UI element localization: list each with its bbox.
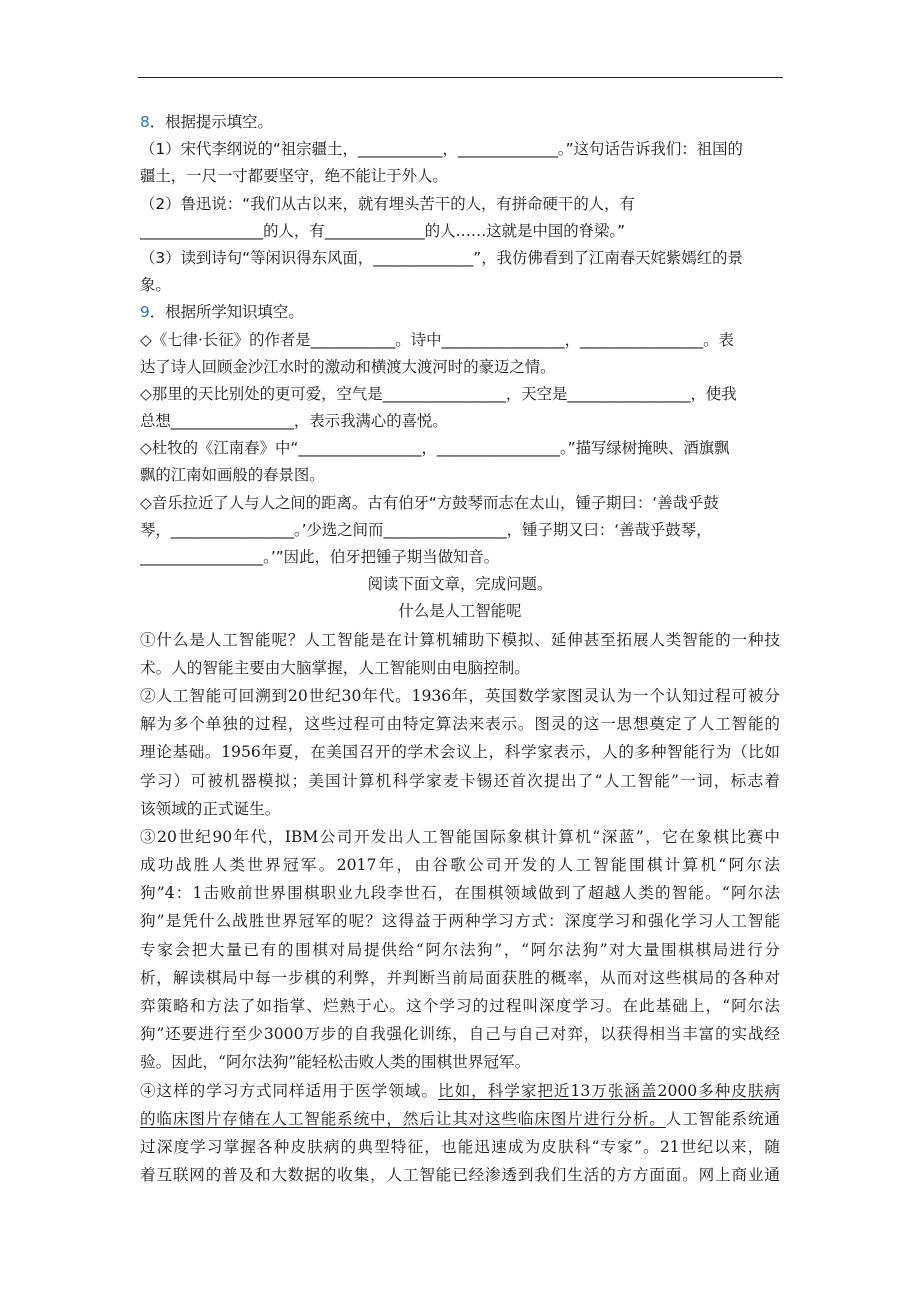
paragraph-2 bbox=[140, 682, 780, 823]
article-line: 过深度学习掌握各种皮肤病的典型特征，也能迅速成为皮肤科“专家”。21世纪以来，随 bbox=[140, 1137, 780, 1156]
header-rule bbox=[138, 77, 783, 78]
underlined-sentence: 比如，科学家把近13万张涵盖2000多种皮肤病 bbox=[438, 1081, 780, 1100]
article-line: 解为多个单独的过程，这些过程可由特定算法来表示。图灵的这一思想奠定了人工智能的 bbox=[140, 715, 780, 734]
article-line: 验。因此，“阿尔法狗”能轻松击败人类的围棋世界冠军。 bbox=[140, 1053, 531, 1072]
article-line: ②人工智能可回溯到20世纪30年代。1936年，英国数学家图灵认为一个认知过程可被分 bbox=[140, 686, 780, 705]
article-line: 成功战胜人类世界冠军。2017年，由谷歌公司开发的人工智能围棋计算机“阿尔法 bbox=[140, 856, 780, 875]
article-title: 什么是人工智能呢 bbox=[398, 602, 522, 621]
q9-line: ________________。’”因此，伯牙把锺子期当做知音。 bbox=[140, 548, 500, 566]
q9-number: 9 bbox=[140, 303, 150, 322]
article-line: ①什么是人工智能呢？人工智能是在计算机辅助下模拟、延伸甚至拓展人类智能的一种技 bbox=[140, 630, 780, 649]
paragraph-3 bbox=[140, 823, 780, 1077]
article-line: 的临床图片存储在人工智能系统中，然后让其对这些临床图片进行分析。人工智能系统通 bbox=[140, 1109, 780, 1128]
q9-line: 达了诗人回顾金沙江水时的激动和横渡大渡河时的豪迈之情。 bbox=[140, 357, 556, 376]
document-body bbox=[140, 109, 780, 1189]
underlined-sentence: 的临床图片存储在人工智能系统中，然后让其对这些临床图片进行分析。 bbox=[140, 1109, 666, 1128]
paragraph-4 bbox=[140, 1077, 780, 1190]
q9-line: 琴，________________。’少选之间而________________，锺子期又曰：‘善哉乎鼓琴， bbox=[140, 520, 712, 539]
q9-line: ◇《七律·长征》的作者是___________。诗中________________，________________。表 bbox=[140, 330, 734, 349]
article-line: 术。人的智能主要由大脑掌握，人工智能则由电脑控制。 bbox=[140, 658, 530, 677]
q8-line: （1）宋代李纲说的“祖宗疆土，___________，_____________。”这句话告诉我们：祖国的 bbox=[140, 140, 743, 159]
q8-line: （2）鲁迅说：“我们从古以来，就有埋头苦干的人，有拼命硬干的人，有 bbox=[140, 194, 635, 213]
q9-line: 总想________________，表示我满心的喜悦。 bbox=[140, 412, 448, 431]
q9-title: 9．根据所学知识填空。 bbox=[140, 303, 304, 322]
article-line: 理论基础。1956年夏，在美国召开的学术会议上，科学家表示，人的多种智能行为（比如 bbox=[140, 743, 780, 762]
q9-line: ◇那里的天比别处的更可爱，空气是________________，天空是________________，使我 bbox=[140, 384, 737, 403]
article-line: ③20世纪90年代，IBM公司开发出人工智能国际象棋计算机“深蓝”，它在象棋比赛中 bbox=[140, 827, 780, 846]
article-line: 狗”是凭什么战胜世界冠军的呢？这得益于两种学习方式：深度学习和强化学习人工智能 bbox=[140, 912, 780, 931]
article-line: 狗”还要进行至少3000万步的自我强化训练，自己与自己对弈，以获得相当丰富的实战经 bbox=[140, 1025, 780, 1044]
paragraph-1 bbox=[140, 626, 780, 682]
q8-line: （3）读到诗句“等闲识得东风面，_____________”，我仿佛看到了江南春天姹紫嫣红的景 bbox=[140, 248, 743, 267]
q8-line: 象。 bbox=[140, 276, 171, 295]
q8-line: 疆土，一尺一寸都要坚守，绝不能让于外人。 bbox=[140, 167, 448, 186]
article-line: 着互联网的普及和大数据的收集，人工智能已经渗透到我们生活的方方面面。网上商业通 bbox=[140, 1166, 780, 1185]
article-line: 析，解读棋局中每一步棋的利弊，并判断当前局面获胜的概率，从而对这些棋局的各种对 bbox=[140, 968, 780, 987]
q9-line: ◇杜牧的《江南春》中“________________，________________。”描写绿树掩映、酒旗飘 bbox=[140, 439, 730, 458]
q8-line: ________________的人，有_____________的人……这就是中国的脊梁。” bbox=[140, 221, 626, 240]
q9-line: ◇音乐拉近了人与人之间的距离。古有伯牙“方鼓琴而志在太山，锺子期曰：‘善哉乎鼓 bbox=[140, 493, 719, 512]
q8-number: 8 bbox=[140, 113, 150, 131]
article-line: 弈策略和方法了如指掌、烂熟于心。这个学习的过程叫深度学习。在此基础上，“阿尔法 bbox=[140, 997, 780, 1015]
article-line: 狗”4：1击败前世界围棋职业九段李世石，在围棋领域做到了超越人类的智能。“阿尔法 bbox=[140, 884, 780, 903]
q9-line: 飘的江南如画般的春景图。 bbox=[140, 466, 325, 485]
article-line: ④这样的学习方式同样适用于医学领域。比如，科学家把近13万张涵盖2000多种皮肤病 bbox=[140, 1081, 780, 1100]
q8-title: 8．根据提示填空。 bbox=[140, 113, 273, 131]
article-line: 专家会把大量已有的围棋对局提供给“阿尔法狗”，“阿尔法狗”对大量围棋棋局进行分 bbox=[140, 940, 780, 959]
reading-instruction: 阅读下面文章，完成问题。 bbox=[367, 575, 553, 594]
article-line: 学习）可被机器模拟；美国计算机科学家麦卡锡还首次提出了“人工智能”一词，标志着 bbox=[140, 771, 780, 790]
article-line: 该领域的正式诞生。 bbox=[140, 799, 281, 818]
